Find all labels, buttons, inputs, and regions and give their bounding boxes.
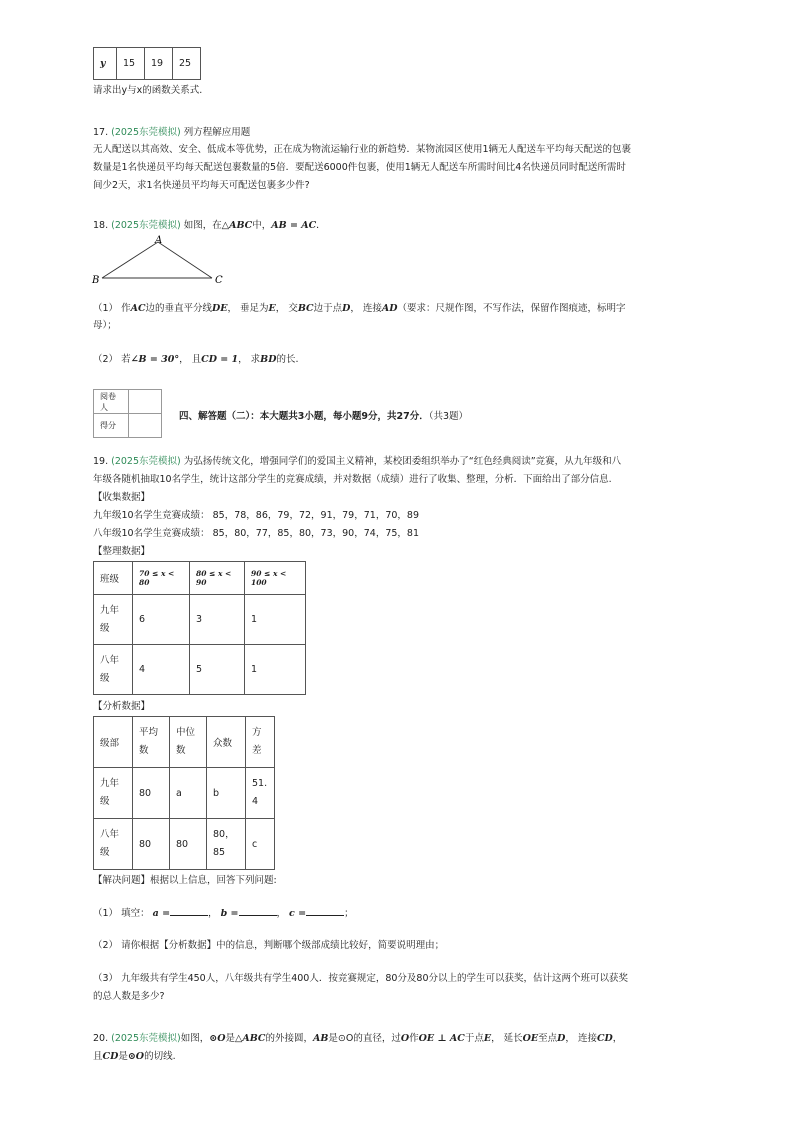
q18-triangle: △ABC xyxy=(221,220,253,231)
text: 是 xyxy=(225,1033,236,1044)
math: OE ⊥ AC xyxy=(418,1033,465,1044)
math: DE xyxy=(212,303,228,314)
table-cell: 4 xyxy=(133,645,190,695)
top-table-label: y xyxy=(94,48,117,80)
text: ， 交 xyxy=(275,303,298,314)
text: ， 垂足为 xyxy=(227,303,269,314)
math: OE xyxy=(522,1033,539,1044)
top-table-cell: 19 xyxy=(145,48,173,80)
text: （1） 填空： xyxy=(93,908,150,919)
math: CD = 1 xyxy=(201,354,239,365)
q19-part2: （2） 请你根据【分析数据】中的信息，判断哪个级部成绩比较好，简要说明理由； xyxy=(93,940,445,951)
text: ， xyxy=(612,1033,623,1044)
q19-part3-line2: 的总人数是多少? xyxy=(93,991,165,1002)
question-source-link[interactable]: (2025东莞模拟) xyxy=(111,220,181,231)
text: 根据以上信息，回答下列问题: xyxy=(150,875,277,886)
math: ∠B = 30° xyxy=(130,354,180,365)
text: 的长. xyxy=(276,354,299,365)
q19-solve-heading xyxy=(93,874,277,888)
q19-grade8-scores: 八年级10名学生竞赛成绩： 85，80，77，85，80，73，90，74，75，81 xyxy=(93,528,419,539)
text: 是⊙O的直径，过 xyxy=(328,1033,401,1044)
q17-line: 无人配送以其高效、安全、低成本等优势，正在成为物流运输行业的新趋势．某物流园区使用1辆无人配送车平均每天配送的包裹 xyxy=(93,144,632,155)
math: AC xyxy=(130,303,146,314)
score-box-label: 得分 xyxy=(94,414,129,438)
table-cell: 80 xyxy=(170,819,207,870)
vertex-label-a: A xyxy=(155,235,163,246)
table-cell: c xyxy=(246,819,275,870)
table-cell: 80 xyxy=(133,768,170,819)
q17-header xyxy=(93,126,250,140)
text: （1） 作 xyxy=(93,303,131,314)
top-table-cell: 25 xyxy=(173,48,201,80)
table-cell: 6 xyxy=(133,595,190,645)
table-cell: 八年 级 xyxy=(94,819,133,870)
math: ⊙O xyxy=(209,1033,226,1044)
table-cell: a xyxy=(170,768,207,819)
q16-tail-text: 请求出y与x的函数关系式. xyxy=(93,85,203,96)
answer-blank-c[interactable] xyxy=(306,906,344,916)
text: 边的垂直平分线 xyxy=(145,303,213,314)
math: D xyxy=(557,1033,566,1044)
text: ， 求 xyxy=(238,354,261,365)
table-cell: 八年 级 xyxy=(94,645,133,695)
question-title: 列方程解应用题 xyxy=(183,127,251,138)
table-header: 众数 xyxy=(207,717,246,768)
table-cell: b xyxy=(207,768,246,819)
text: （2） 若 xyxy=(93,354,131,365)
section-heading xyxy=(179,408,468,422)
q20-header xyxy=(93,1032,622,1046)
top-table-cell: 15 xyxy=(117,48,145,80)
q19-part3: （3） 九年级共有学生450人，八年级共有学生400人．按竞赛规定，80分及80分以上的学生可以获奖，估计这两个班可以获奖 xyxy=(93,973,629,984)
math: BD xyxy=(260,354,277,365)
q19-header xyxy=(93,455,621,469)
question-number: 20. xyxy=(93,1033,109,1044)
math: O xyxy=(400,1033,410,1044)
math: AD xyxy=(381,303,398,314)
math: a = xyxy=(152,908,171,919)
q18-part2 xyxy=(93,353,298,367)
score-box xyxy=(93,389,162,438)
q20-line2 xyxy=(93,1050,176,1064)
answer-blank-b[interactable] xyxy=(239,906,277,916)
q18-header xyxy=(93,219,326,233)
table-header: 方 差 xyxy=(246,717,275,768)
q19-part1: （1） 填空： a = ， b = ， c = ； xyxy=(93,908,354,919)
question-number: 18. xyxy=(93,220,109,231)
table-header: 中位 数 xyxy=(170,717,207,768)
q18-end: ． xyxy=(316,220,326,231)
q18-mid: 中， xyxy=(252,220,272,231)
math: c = xyxy=(289,908,307,919)
section-count: （共3题） xyxy=(428,411,468,422)
math: CD xyxy=(102,1051,119,1062)
organize-table xyxy=(93,561,306,695)
q17-line: 数量是1名快递员平均每天配送包裹数量的5倍．要配送6000件包裹，使用1辆无人配送车所需时间比4名快递员同时配送所需时 xyxy=(93,162,626,173)
table-header: 90 ≤ x < 100 xyxy=(245,562,306,595)
analysis-table xyxy=(93,716,275,870)
question-source-link[interactable]: (2025东莞模拟) xyxy=(111,456,181,467)
math: b = xyxy=(220,908,239,919)
q19-grade9-scores: 九年级10名学生竞赛成绩： 85，78，86，79，72，91，79，71，70，89 xyxy=(93,510,419,521)
math: CD xyxy=(596,1033,613,1044)
question-source-link[interactable]: (2025东莞模拟) xyxy=(111,127,181,138)
question-number: 17. xyxy=(93,127,109,138)
triangle-figure xyxy=(88,232,238,288)
score-box-cell[interactable] xyxy=(129,390,162,414)
q18-part1 xyxy=(93,302,626,316)
table-cell: 3 xyxy=(190,595,245,645)
math: △ABC xyxy=(235,1033,266,1044)
answer-blank-a[interactable] xyxy=(170,906,208,916)
text: 的外接圆， xyxy=(265,1033,313,1044)
text: ， 且 xyxy=(179,354,202,365)
q19-line1: 为弘扬传统文化，增强同学们的爱国主义精神，某校团委组织举办了“红色经典阅读”竞赛，从九年级和八 xyxy=(183,456,622,467)
table-cell: 80， 85 xyxy=(207,819,246,870)
text: 是 xyxy=(118,1051,128,1062)
math: AB xyxy=(312,1033,329,1044)
table-cell: 九年 级 xyxy=(94,595,133,645)
text: ， 连接 xyxy=(565,1033,597,1044)
q18-part1-line2: 母）； xyxy=(93,320,117,331)
q18-intro: 如图，在 xyxy=(183,220,222,231)
table-header: 级部 xyxy=(94,717,133,768)
text: （要求：尺规作图，不写作法，保留作图痕迹，标明字 xyxy=(397,303,626,314)
text: ； xyxy=(344,908,354,919)
table-cell: 1 xyxy=(245,645,306,695)
table-cell: 1 xyxy=(245,595,306,645)
vertex-label-c: C xyxy=(215,275,223,286)
table-header: 70 ≤ x < 80 xyxy=(133,562,190,595)
text: 且 xyxy=(93,1051,103,1062)
table-cell: 80 xyxy=(133,819,170,870)
q17-line: 间少2天，求1名快递员平均每天可配送包裹多少件? xyxy=(93,180,310,191)
score-box-cell[interactable] xyxy=(129,414,162,438)
text: 如图， xyxy=(180,1033,210,1044)
table-header: 班级 xyxy=(94,562,133,595)
top-value-table xyxy=(93,47,201,80)
math: E xyxy=(483,1033,492,1044)
q19-organize-heading: 【整理数据】 xyxy=(93,546,151,557)
text: 边于点 xyxy=(313,303,343,314)
question-source-link[interactable]: (2025东莞模拟) xyxy=(111,1033,181,1044)
table-cell: 51. 4 xyxy=(246,768,275,819)
table-cell: 九年 级 xyxy=(94,768,133,819)
math: D xyxy=(342,303,351,314)
table-header: 平均 数 xyxy=(133,717,170,768)
q19-analyze-heading: 【分析数据】 xyxy=(93,701,151,712)
q19-line2: 年级各随机抽取10名学生，统计这部分学生的竞赛成绩，并对数据（成绩）进行了收集、整理，分析．下面给出了部分信息. xyxy=(93,474,612,485)
table-cell: 5 xyxy=(190,645,245,695)
math: BC xyxy=(297,303,314,314)
text: ， 连接 xyxy=(350,303,382,314)
q18-condition: AB = AC xyxy=(271,220,317,231)
text: 于点 xyxy=(464,1033,484,1044)
score-box-label: 阅卷人 xyxy=(94,390,129,414)
text: 【解决问题】 xyxy=(93,875,151,886)
vertex-label-b: B xyxy=(92,275,100,286)
q19-collect-heading: 【收集数据】 xyxy=(93,492,151,503)
question-number: 19. xyxy=(93,456,109,467)
text: 的切线. xyxy=(144,1051,176,1062)
math: E xyxy=(268,303,276,314)
text: 作 xyxy=(409,1033,419,1044)
text: ， 延长 xyxy=(491,1033,523,1044)
section-title: 四、解答题（二）：本大题共3小题，每小题9分，共27分． xyxy=(179,411,429,422)
table-header: 80 ≤ x < 90 xyxy=(190,562,245,595)
text: 至点 xyxy=(538,1033,558,1044)
math: ⊙O xyxy=(127,1051,145,1062)
